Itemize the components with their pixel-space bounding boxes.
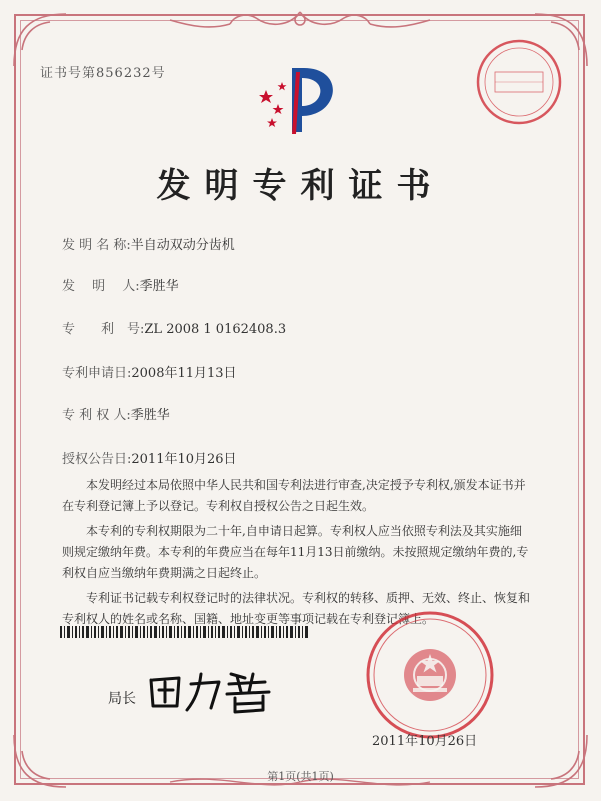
corner-ornament-tl bbox=[10, 10, 70, 70]
certificate-number: 证书号第856232号 bbox=[40, 66, 166, 81]
field-label: 发 明 名 称: bbox=[62, 238, 131, 253]
field-patentee bbox=[62, 404, 170, 423]
director-signature bbox=[145, 666, 275, 716]
field-label: 专 利 号: bbox=[62, 322, 145, 337]
field-grant-date bbox=[62, 448, 237, 467]
page-number: 第1页(共1页) bbox=[267, 770, 334, 783]
patent-office-logo bbox=[252, 60, 347, 140]
certificate-title: 发明专利证书 bbox=[156, 166, 445, 206]
field-patent-number bbox=[62, 318, 286, 337]
field-value: 季胜华 bbox=[139, 279, 179, 294]
field-value: ZL 2008 1 0162408.3 bbox=[144, 322, 287, 337]
field-value: 2008年11月13日 bbox=[131, 366, 237, 381]
paragraph-legal-status: 专利证书记载专利权登记时的法律状况。专利权的转移、质押、无效、终止、恢复和专利权人的姓名或名称、国籍、地址变更等事项记载在专利登记簿上。 bbox=[62, 591, 531, 626]
field-label: 发 明 人: bbox=[62, 279, 140, 294]
top-ornament bbox=[160, 8, 440, 34]
field-inventor bbox=[62, 275, 179, 294]
field-value: 季胜华 bbox=[130, 408, 170, 423]
field-value: 半自动双动分齿机 bbox=[130, 238, 235, 253]
field-label: 专利申请日: bbox=[62, 366, 132, 381]
field-label: 专 利 权 人: bbox=[62, 408, 131, 423]
field-application-date bbox=[62, 362, 237, 381]
signature-label: 局长 bbox=[108, 691, 136, 707]
field-invention-name bbox=[62, 234, 235, 253]
paragraph-grant: 本发明经过本局依照中华人民共和国专利法进行审查,决定授予专利权,颁发本证书并在专利登记簿上予以登记。专利权自授权公告之日起生效。 bbox=[62, 478, 526, 513]
issue-date: 2011年10月26日 bbox=[372, 734, 478, 749]
national-ip-office-seal bbox=[365, 610, 495, 740]
field-label: 授权公告日: bbox=[62, 452, 132, 467]
field-value: 2011年10月26日 bbox=[131, 452, 237, 467]
tax-stamp-seal bbox=[475, 38, 563, 126]
barcode bbox=[60, 626, 310, 638]
paragraph-term: 本专利的专利权期限为二十年,自申请日起算。专利权人应当依照专利法及其实施细则规定缴纳年费。本专利的年费应当在每年11月13日前缴纳。未按照规定缴纳年费的,专利权自应当缴纳年费期满之日起终止。 bbox=[62, 524, 529, 580]
